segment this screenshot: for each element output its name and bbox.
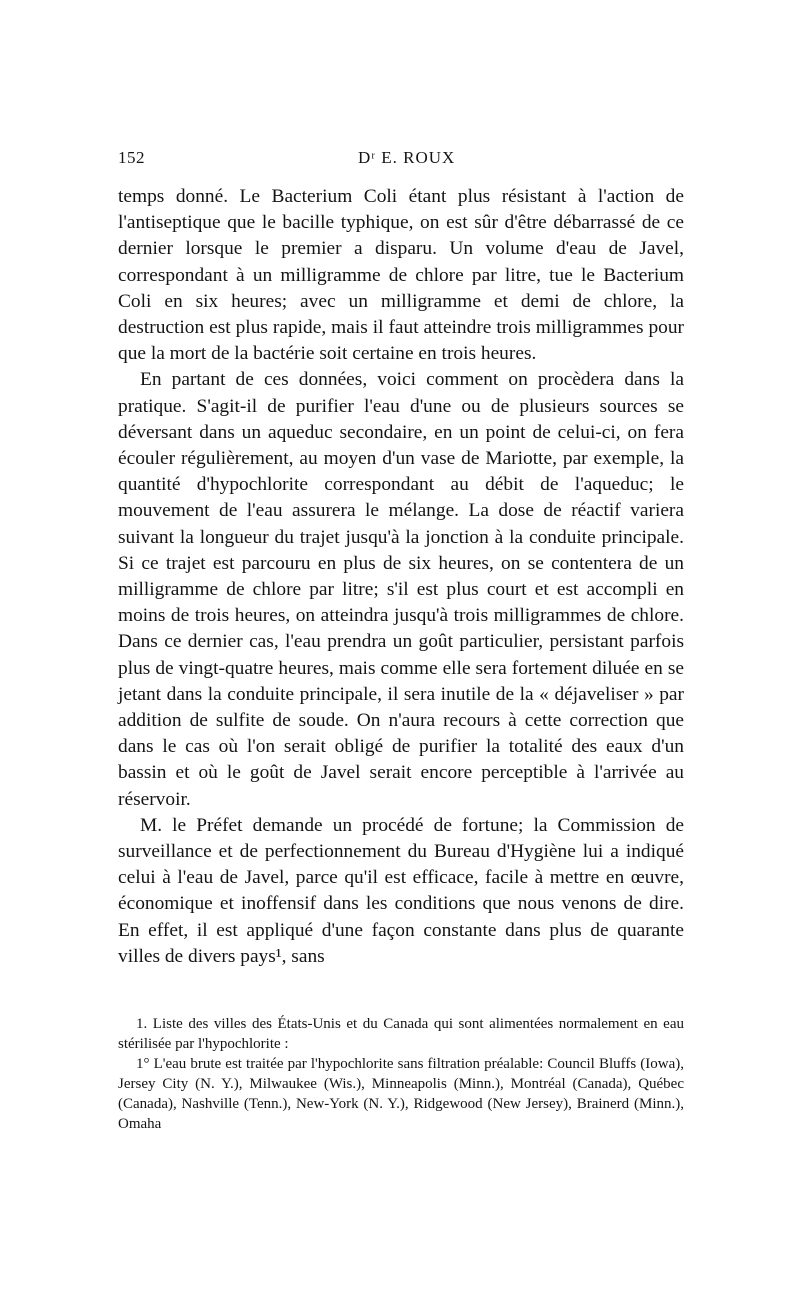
paragraph-3: M. le Préfet demande un procédé de fortune; la Commission de surveillance et de perfectionnement du Bureau d'Hygiène lui a indiqué celui à l'eau de Javel, parce qu'il est efficace, facile à mettre en œuvre, économique et inoffensif dans les conditions que nous venons de dire. En effet, il est appliqué d'une façon constante dans plus de quarante villes de divers pays¹, sans [118, 814, 684, 967]
footnote-1: 1. Liste des villes des États-Unis et du Canada qui sont alimentées normalement en eau stérilisée par l'hypochlorite : [118, 1016, 684, 1052]
footnote-1-list: 1° L'eau brute est traitée par l'hypochlorite sans filtration préalable: Council Bluffs (Iowa), Jersey City (N. Y.), Milwaukee (Wis.), Minneapolis (Minn.), Montréal (Canada), Québec (Canada), Nashville (Tenn.), New-York (N. Y.), Ridgewood (New Jersey), Brainerd (Minn.), Omaha [118, 1056, 684, 1132]
footnotes [118, 1014, 684, 1134]
page-number: 152 [118, 148, 145, 167]
page-header [118, 148, 684, 172]
body-text [118, 184, 684, 970]
running-title: Dʳ E. ROUX [358, 148, 456, 167]
paragraph-2: En partant de ces données, voici comment on procèdera dans la pratique. S'agit-il de purifier l'eau d'une ou de plusieurs sources se déversant dans un aqueduc secondaire, en un point de celui-ci, on fera écouler régulièrement, au moyen d'un vase de Mariotte, par exemple, la quantité d'hypochlorite correspondant au débit de l'aqueduc; le mouvement de l'eau assurera le mélange. La dose de réactif variera suivant la longueur du trajet jusqu'à la jonction à la conduite principale. Si ce trajet est parcouru en plus de six heures, on se contentera de un milligramme de chlore par litre; s'il est plus court et est accompli en moins de trois heures, on atteindra jusqu'à trois milligrammes de chlore. Dans ce dernier cas, l'eau prendra un goût particulier, persistant parfois plus de vingt-quatre heures, mais comme elle sera fortement diluée en se jetant dans la conduite principale, il sera inutile de la « déjaveliser » par addition de sulfite de soude. On n'aura recours à cette correction que dans le cas où l'on serait obligé de purifier la totalité des eaux d'un bassin et où le goût de Javel serait encore perceptible à l'arrivée au réservoir. [118, 369, 684, 810]
paragraph-1: temps donné. Le Bacterium Coli étant plus résistant à l'action de l'antiseptique que le bacille typhique, on est sûr d'être débarrassé de ce dernier lorsque le premier a disparu. Un volume d'eau de Javel, correspondant à un milligramme de chlore par litre, tue le Bacterium Coli en six heures; avec un milligramme et demi de chlore, la destruction est plus rapide, mais il faut atteindre trois milligrammes pour que la mort de la bactérie soit certaine en trois heures. [118, 186, 684, 365]
